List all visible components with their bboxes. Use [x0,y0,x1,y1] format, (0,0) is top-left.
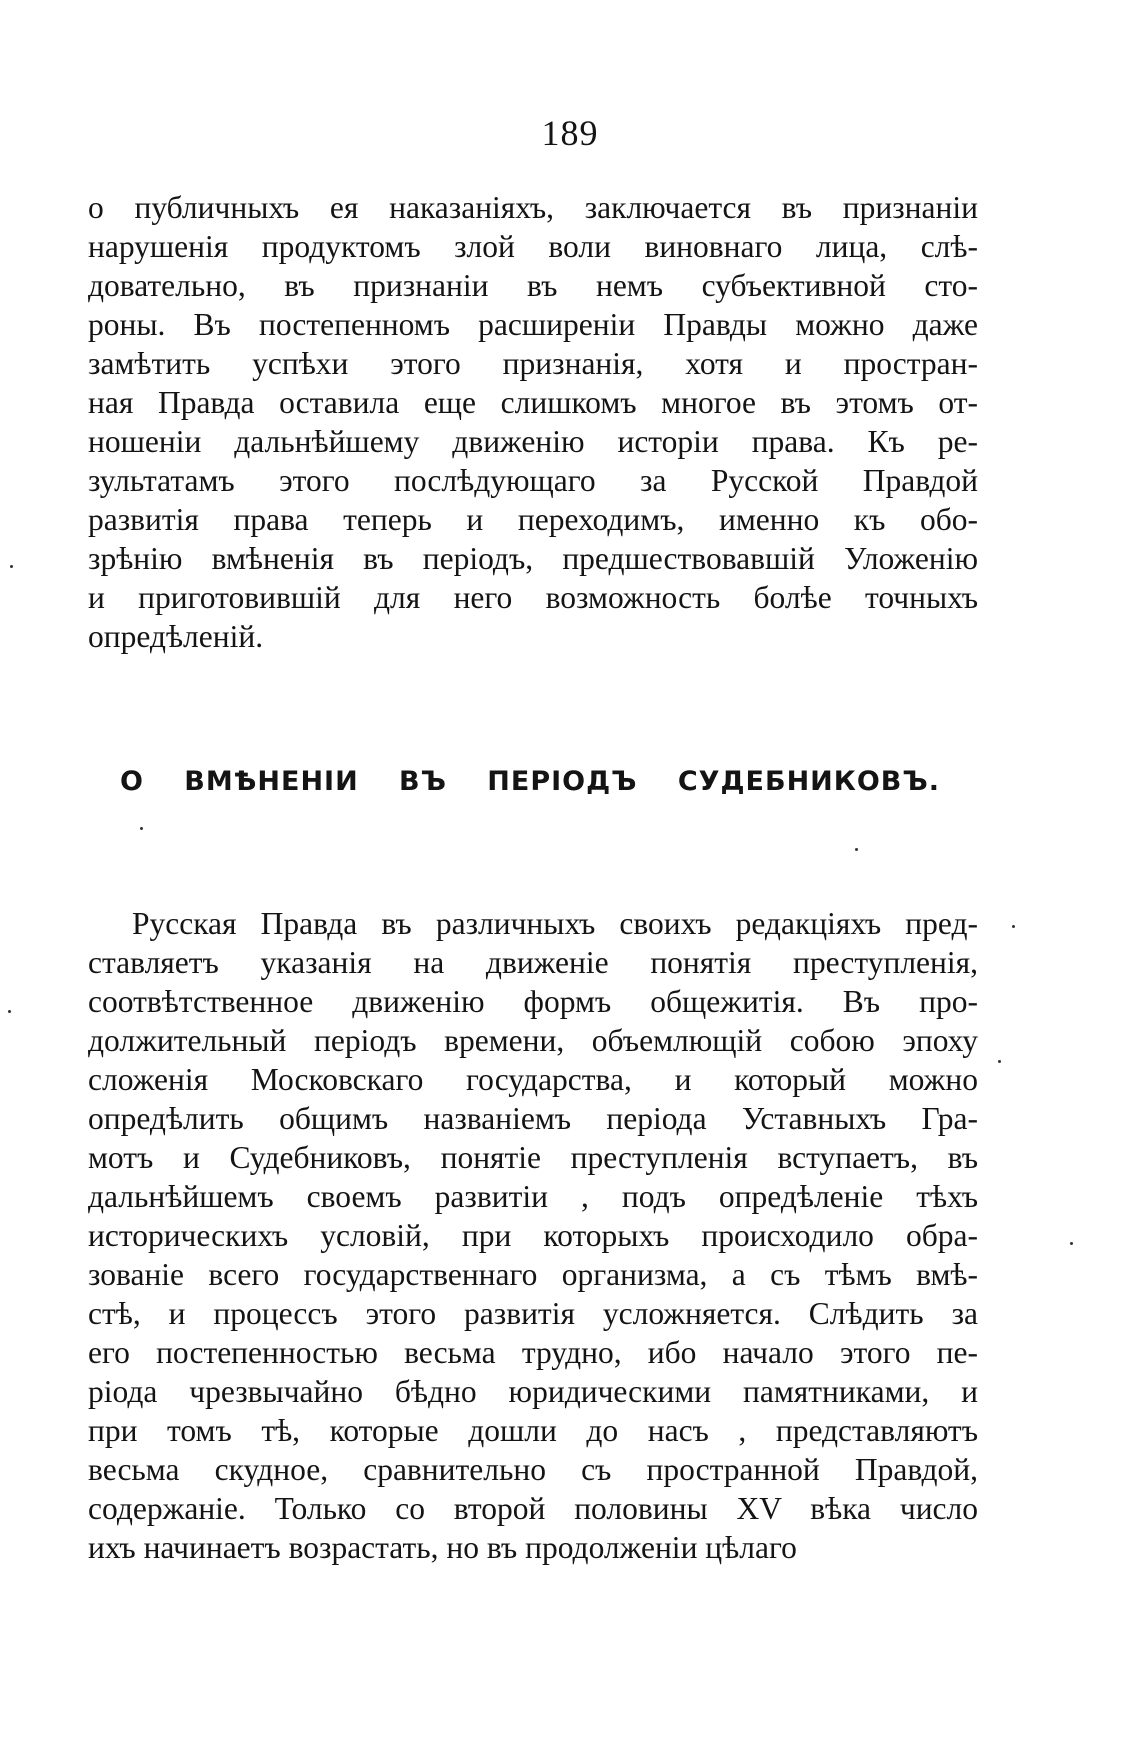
text-line: его постепенностью весьма трудно, ибо начало этого пе- [88,1335,978,1370]
text-line: зрѣнію вмѣненія въ періодъ, предшествовавшій Уложенію [88,541,978,576]
section-heading: О ВМѢНЕНІИ ВЪ ПЕРІОДЪ СУДЕБНИКОВЪ. [120,766,940,797]
text-line: стѣ, и процессъ этого развитія усложняется. Слѣдить за [88,1296,978,1331]
paragraph-2 [88,904,978,1567]
text-line: ставляетъ указанія на движеніе понятія преступленія, [88,945,978,980]
text-line: историческихъ условій, при которыхъ происходило обра- [88,1218,978,1253]
text-line: должительный періодъ времени, объемлющій собою эпоху [88,1023,978,1058]
text-line: ношеніи дальнѣйшему движенію исторіи права. Къ ре- [88,424,978,459]
print-speck [855,848,858,851]
text-line: нарушенія продуктомъ злой воли виновнаго лица, слѣ- [88,229,978,264]
print-speck [8,1010,11,1013]
text-line: при томъ тѣ, которые дошли до насъ , представляютъ [88,1413,978,1448]
print-speck [1012,925,1015,928]
text-line: весьма скудное, сравнительно съ пространной Правдой, [88,1452,978,1487]
page-number: 189 [541,113,599,153]
text-line: содержаніе. Только со второй половины XV вѣка число [88,1491,978,1526]
text-line: роны. Въ постепенномъ расширеніи Правды можно даже [88,307,978,342]
print-speck [10,565,13,568]
text-line: дальнѣйшемъ своемъ развитіи , подъ опредѣленіе тѣхъ [88,1179,978,1214]
text-line: о публичныхъ ея наказаніяхъ, заключается въ признаніи [88,190,978,225]
text-line: сложенія Московскаго государства, и который можно [88,1062,978,1097]
text-line: развитія права теперь и переходимъ, именно къ обо- [88,502,978,537]
text-line: ная Правда оставила еще слишкомъ многое въ этомъ от- [88,385,978,420]
text-line: Русская Правда въ различныхъ своихъ редакціяхъ пред- [132,906,978,941]
print-speck [998,1060,1001,1063]
text-line: ихъ начинаетъ возрастать, но въ продолженіи цѣлаго [88,1530,797,1565]
text-line: ріода чрезвычайно бѣдно юридическими памятниками, и [88,1374,978,1409]
text-line: соотвѣтственное движенію формъ общежитія. Въ про- [88,984,978,1019]
print-speck [140,827,143,830]
print-speck [1070,1242,1073,1245]
text-line: зованіе всего государственнаго организма, а съ тѣмъ вмѣ- [88,1257,978,1292]
paragraph-1 [88,188,978,656]
text-line: довательно, въ признаніи въ немъ субъективной сто- [88,268,978,303]
text-line: зультатамъ этого послѣдующаго за Русской Правдой [88,463,978,498]
text-line: опредѣленій. [88,619,264,654]
text-line: и приготовившій для него возможность болѣе точныхъ [88,580,978,615]
text-line: опредѣлить общимъ названіемъ періода Уставныхъ Гра- [88,1101,978,1136]
text-line: замѣтить успѣхи этого признанія, хотя и простран- [88,346,978,381]
text-line: мотъ и Судебниковъ, понятіе преступленія вступаетъ, въ [88,1140,978,1175]
